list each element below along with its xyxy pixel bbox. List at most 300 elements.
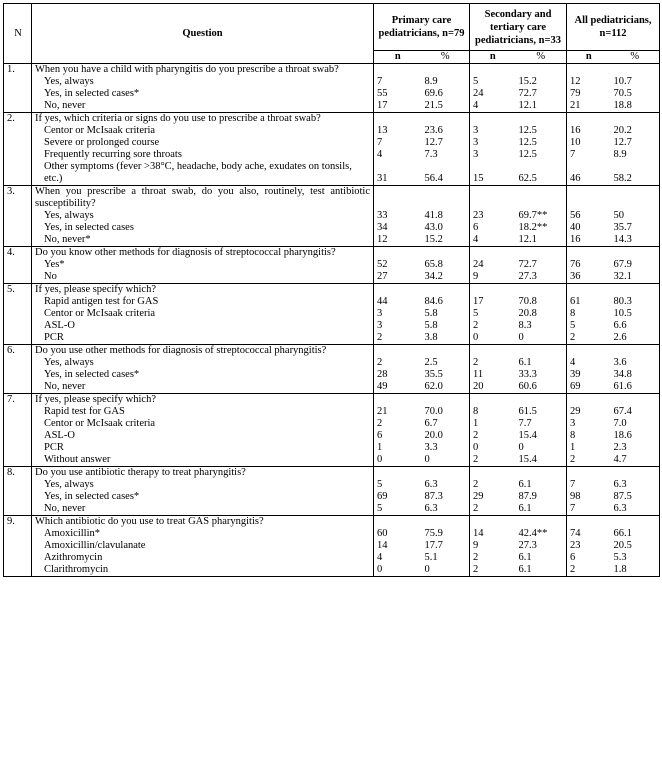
percent-cell: 72.7: [516, 88, 567, 100]
answer-row: [4, 442, 660, 454]
question-spacer-cell: [567, 467, 611, 480]
question-spacer-cell: [567, 394, 611, 407]
count-cell: 23: [570, 540, 581, 551]
question-spacer-cell: [470, 394, 516, 407]
count-cell: 20: [470, 381, 516, 394]
question-spacer-cell: [422, 345, 470, 358]
percent-cell: 2.3: [611, 442, 660, 454]
percent-cell: 87.9: [516, 491, 567, 503]
answer-label: Yes, always: [32, 357, 374, 369]
question-spacer-cell: [567, 113, 611, 126]
answer-label: Rapid test for GAS: [32, 406, 374, 418]
answer-label: Yes, in selected cases*: [32, 491, 374, 503]
count-cell: 5: [473, 76, 479, 87]
percent-cell: 34.8: [611, 369, 660, 381]
count-cell: 1: [570, 442, 576, 453]
answer-row: [4, 76, 660, 88]
answer-label: Yes, in selected cases: [32, 222, 374, 234]
percent-cell: 66.1: [611, 528, 660, 540]
question-spacer-cell: [470, 113, 516, 126]
percent-cell: 6.3: [611, 503, 660, 516]
count-cell: 3: [377, 320, 383, 331]
answer-row: [4, 308, 660, 320]
count-cell: 2: [473, 430, 479, 441]
question-text: If yes, please specify which?: [32, 394, 374, 407]
answer-row: [4, 296, 660, 308]
header-n: N: [4, 4, 32, 64]
question-spacer-cell: [516, 516, 567, 529]
answer-row: [4, 540, 660, 552]
percent-cell: 17.7: [422, 540, 470, 552]
percent-cell: 5.1: [422, 552, 470, 564]
header-question: Question: [32, 4, 374, 64]
count-cell: 0: [374, 564, 422, 577]
question-number: 7.: [4, 394, 32, 467]
count-cell: 2: [470, 564, 516, 577]
answer-label: Azithromycin: [32, 552, 374, 564]
answer-row: [4, 125, 660, 137]
percent-cell: 60.6: [516, 381, 567, 394]
question-spacer-cell: [470, 284, 516, 297]
percent-cell: 6.1: [516, 357, 567, 369]
answer-label: Amoxicillin/clavulanate: [32, 540, 374, 552]
question-spacer-cell: [470, 186, 516, 211]
question-text: Do you use antibiotic therapy to treat pharyngitis?: [32, 467, 374, 480]
question-spacer-cell: [374, 247, 422, 260]
header-n-secondary: n: [470, 51, 516, 64]
answer-row: [4, 100, 660, 113]
count-cell: 49: [374, 381, 422, 394]
answer-row: [4, 357, 660, 369]
count-cell: 7: [570, 149, 576, 160]
question-spacer-cell: [470, 516, 516, 529]
header-pct-all: %: [611, 51, 660, 64]
answer-label: Other symptoms (fever >38°C, headache, body ache, exudates on tonsils, etc.): [32, 161, 374, 186]
count-cell: 7: [570, 479, 576, 490]
count-cell: 3: [377, 308, 383, 319]
count-cell: 17: [473, 296, 484, 307]
question-text: Do you know other methods for diagnosis of streptococcal pharyngitis?: [32, 247, 374, 260]
answer-row: [4, 491, 660, 503]
answer-row: [4, 210, 660, 222]
answer-row: [4, 552, 660, 564]
count-cell: 14: [473, 528, 484, 539]
percent-cell: 12.1: [516, 100, 567, 113]
header-primary-care: Primary care pediatricians, n=79: [374, 4, 470, 51]
count-cell: 98: [570, 491, 581, 502]
count-cell: 61: [570, 296, 581, 307]
question-number: 8.: [4, 467, 32, 516]
count-cell: 13: [377, 125, 388, 136]
answer-row: [4, 320, 660, 332]
count-cell: 11: [473, 369, 484, 380]
question-number: 9.: [4, 516, 32, 577]
count-cell: 21: [377, 406, 388, 417]
question-spacer-cell: [516, 345, 567, 358]
count-cell: 5: [473, 308, 479, 319]
header-pct-secondary: %: [516, 51, 567, 64]
question-spacer-cell: [567, 284, 611, 297]
question-spacer-cell: [470, 345, 516, 358]
count-cell: 0: [470, 332, 516, 345]
percent-cell: 69.6: [422, 88, 470, 100]
question-spacer-cell: [567, 186, 611, 211]
question-spacer-cell: [567, 345, 611, 358]
percent-cell: 21.5: [422, 100, 470, 113]
percent-cell: 0: [516, 442, 567, 454]
question-spacer-cell: [374, 345, 422, 358]
percent-cell: 43.0: [422, 222, 470, 234]
count-cell: 10: [570, 137, 581, 148]
answer-label: No: [32, 271, 374, 284]
survey-results-table: [3, 3, 660, 577]
question-spacer-cell: [422, 284, 470, 297]
question-spacer-cell: [374, 467, 422, 480]
answer-row: [4, 222, 660, 234]
count-cell: 29: [473, 491, 484, 502]
percent-cell: 70.5: [611, 88, 660, 100]
answer-label: Yes, in selected cases*: [32, 88, 374, 100]
answer-label: Clarithromycin: [32, 564, 374, 577]
count-cell: 4: [570, 357, 576, 368]
percent-cell: 0: [422, 454, 470, 467]
count-cell: 6: [570, 552, 576, 563]
question-number: 4.: [4, 247, 32, 284]
question-number: 5.: [4, 284, 32, 345]
answer-row: [4, 259, 660, 271]
percent-cell: 67.4: [611, 406, 660, 418]
percent-cell: 18.8: [611, 100, 660, 113]
count-cell: 2: [473, 552, 479, 563]
header-pct-primary: %: [422, 51, 470, 64]
count-cell: 12: [570, 76, 581, 87]
count-cell: 4: [470, 234, 516, 247]
answer-row: [4, 528, 660, 540]
answer-label: Amoxicillin*: [32, 528, 374, 540]
question-spacer-cell: [611, 516, 660, 529]
count-cell: 4: [377, 552, 383, 563]
question-row: [4, 516, 660, 529]
percent-cell: 20.0: [422, 430, 470, 442]
answer-row: [4, 406, 660, 418]
answer-label: Severe or prolonged course: [32, 137, 374, 149]
percent-cell: 14.3: [611, 234, 660, 247]
question-spacer-cell: [422, 467, 470, 480]
percent-cell: 35.7: [611, 222, 660, 234]
count-cell: 2: [470, 454, 516, 467]
percent-cell: 34.2: [422, 271, 470, 284]
count-cell: 3: [473, 137, 479, 148]
percent-cell: 27.3: [516, 540, 567, 552]
question-row: [4, 284, 660, 297]
question-spacer-cell: [374, 113, 422, 126]
answer-label: Yes, in selected cases*: [32, 369, 374, 381]
percent-cell: 6.3: [611, 479, 660, 491]
percent-cell: 0: [516, 332, 567, 345]
count-cell: 69: [377, 491, 388, 502]
count-cell: 9: [470, 271, 516, 284]
question-spacer-cell: [374, 64, 422, 77]
count-cell: 46: [567, 161, 611, 186]
count-cell: 0: [374, 454, 422, 467]
percent-cell: 70.0: [422, 406, 470, 418]
count-cell: 3: [473, 149, 479, 160]
percent-cell: 6.1: [516, 564, 567, 577]
count-cell: 27: [374, 271, 422, 284]
percent-cell: 7.3: [422, 149, 470, 161]
percent-cell: 15.4: [516, 454, 567, 467]
percent-cell: 87.3: [422, 491, 470, 503]
count-cell: 8: [473, 406, 479, 417]
question-spacer-cell: [567, 516, 611, 529]
question-number: 3.: [4, 186, 32, 247]
percent-cell: 12.7: [422, 137, 470, 149]
answer-row: [4, 88, 660, 100]
count-cell: 21: [567, 100, 611, 113]
question-text: Which antibiotic do you use to treat GAS pharyngitis?: [32, 516, 374, 529]
question-spacer-cell: [422, 64, 470, 77]
percent-cell: 15.2: [516, 76, 567, 88]
count-cell: 12: [374, 234, 422, 247]
question-row: [4, 64, 660, 77]
percent-cell: 5.3: [611, 552, 660, 564]
header-secondary-tertiary-care: Secondary and tertiary care pediatricians, n=33: [470, 4, 567, 51]
question-spacer-cell: [516, 284, 567, 297]
count-cell: 0: [473, 442, 479, 453]
count-cell: 39: [570, 369, 581, 380]
question-row: [4, 113, 660, 126]
question-number: 6.: [4, 345, 32, 394]
count-cell: 5: [570, 320, 576, 331]
count-cell: 36: [567, 271, 611, 284]
percent-cell: 35.5: [422, 369, 470, 381]
count-cell: 9: [473, 540, 479, 551]
count-cell: 16: [567, 234, 611, 247]
question-row: [4, 186, 660, 211]
percent-cell: 61.6: [611, 381, 660, 394]
count-cell: 60: [377, 528, 388, 539]
answer-row: [4, 234, 660, 247]
question-spacer-cell: [611, 113, 660, 126]
percent-cell: 8.9: [422, 76, 470, 88]
percent-cell: 27.3: [516, 271, 567, 284]
percent-cell: 8.9: [611, 149, 660, 161]
percent-cell: 6.7: [422, 418, 470, 430]
percent-cell: 2.5: [422, 357, 470, 369]
count-cell: 29: [570, 406, 581, 417]
count-cell: 3: [570, 418, 576, 429]
question-number: 1.: [4, 64, 32, 113]
percent-cell: 6.3: [422, 479, 470, 491]
answer-label: Centor or McIsaak criteria: [32, 308, 374, 320]
count-cell: 34: [377, 222, 388, 233]
count-cell: 17: [374, 100, 422, 113]
percent-cell: 50: [611, 210, 660, 222]
count-cell: 69: [567, 381, 611, 394]
answer-row: [4, 503, 660, 516]
question-spacer-cell: [374, 284, 422, 297]
count-cell: 2: [470, 503, 516, 516]
question-spacer-cell: [374, 394, 422, 407]
percent-cell: 65.8: [422, 259, 470, 271]
answer-label: PCR: [32, 442, 374, 454]
percent-cell: 12.1: [516, 234, 567, 247]
question-row: [4, 345, 660, 358]
percent-cell: 6.1: [516, 552, 567, 564]
question-text: If yes, please specify which?: [32, 284, 374, 297]
percent-cell: 33.3: [516, 369, 567, 381]
percent-cell: 18.2**: [516, 222, 567, 234]
percent-cell: 70.8: [516, 296, 567, 308]
answer-row: [4, 564, 660, 577]
count-cell: 2: [473, 320, 479, 331]
percent-cell: 2.6: [611, 332, 660, 345]
count-cell: 23: [473, 210, 484, 221]
question-spacer-cell: [611, 345, 660, 358]
question-spacer-cell: [516, 394, 567, 407]
percent-cell: 12.7: [611, 137, 660, 149]
question-spacer-cell: [516, 247, 567, 260]
question-spacer-cell: [374, 516, 422, 529]
survey-table-container: [3, 3, 659, 767]
percent-cell: 10.5: [611, 308, 660, 320]
count-cell: 1: [377, 442, 383, 453]
question-text: When you have a child with pharyngitis do you prescribe a throat swab?: [32, 64, 374, 77]
question-text: If yes, which criteria or signs do you use to prescribe a throat swab?: [32, 113, 374, 126]
answer-label: No, never: [32, 381, 374, 394]
percent-cell: 20.2: [611, 125, 660, 137]
answer-label: Centor or McIsaak criteria: [32, 125, 374, 137]
percent-cell: 6.3: [422, 503, 470, 516]
count-cell: 6: [377, 430, 383, 441]
answer-row: [4, 149, 660, 161]
question-spacer-cell: [422, 186, 470, 211]
answer-row: [4, 369, 660, 381]
question-spacer-cell: [611, 467, 660, 480]
percent-cell: 56.4: [422, 161, 470, 186]
percent-cell: 84.6: [422, 296, 470, 308]
question-spacer-cell: [611, 247, 660, 260]
count-cell: 2: [377, 418, 383, 429]
percent-cell: 87.5: [611, 491, 660, 503]
percent-cell: 58.2: [611, 161, 660, 186]
count-cell: 5: [374, 503, 422, 516]
question-spacer-cell: [422, 113, 470, 126]
count-cell: 1: [473, 418, 479, 429]
question-spacer-cell: [611, 186, 660, 211]
count-cell: 6: [473, 222, 479, 233]
percent-cell: 1.8: [611, 564, 660, 577]
answer-label: Yes*: [32, 259, 374, 271]
count-cell: 33: [377, 210, 388, 221]
question-spacer-cell: [516, 467, 567, 480]
count-cell: 2: [473, 357, 479, 368]
count-cell: 56: [570, 210, 581, 221]
answer-row: [4, 381, 660, 394]
count-cell: 4: [470, 100, 516, 113]
count-cell: 2: [377, 357, 383, 368]
question-spacer-cell: [611, 284, 660, 297]
answer-row: [4, 271, 660, 284]
count-cell: 44: [377, 296, 388, 307]
count-cell: 2: [567, 454, 611, 467]
answer-row: [4, 332, 660, 345]
question-spacer-cell: [516, 113, 567, 126]
question-spacer-cell: [611, 394, 660, 407]
count-cell: 3: [473, 125, 479, 136]
percent-cell: 0: [422, 564, 470, 577]
percent-cell: 61.5: [516, 406, 567, 418]
count-cell: 7: [377, 76, 383, 87]
answer-label: No, never: [32, 503, 374, 516]
percent-cell: 8.3: [516, 320, 567, 332]
question-number: 2.: [4, 113, 32, 186]
percent-cell: 12.5: [516, 149, 567, 161]
answer-label: PCR: [32, 332, 374, 345]
count-cell: 7: [377, 137, 383, 148]
percent-cell: 6.1: [516, 503, 567, 516]
percent-cell: 75.9: [422, 528, 470, 540]
percent-cell: 23.6: [422, 125, 470, 137]
question-spacer-cell: [567, 64, 611, 77]
percent-cell: 4.7: [611, 454, 660, 467]
count-cell: 4: [377, 149, 383, 160]
count-cell: 79: [570, 88, 581, 99]
question-spacer-cell: [422, 394, 470, 407]
question-spacer-cell: [567, 247, 611, 260]
percent-cell: 5.8: [422, 308, 470, 320]
count-cell: 24: [473, 259, 484, 270]
answer-row: [4, 137, 660, 149]
percent-cell: 6.1: [516, 479, 567, 491]
percent-cell: 3.3: [422, 442, 470, 454]
percent-cell: 7.7: [516, 418, 567, 430]
question-spacer-cell: [470, 467, 516, 480]
count-cell: 8: [570, 308, 576, 319]
count-cell: 24: [473, 88, 484, 99]
answer-row: [4, 454, 660, 467]
answer-label: Without answer: [32, 454, 374, 467]
percent-cell: 67.9: [611, 259, 660, 271]
count-cell: 31: [374, 161, 422, 186]
count-cell: 28: [377, 369, 388, 380]
answer-label: Rapid antigen test for GAS: [32, 296, 374, 308]
question-row: [4, 394, 660, 407]
answer-label: Yes, always: [32, 479, 374, 491]
question-row: [4, 247, 660, 260]
percent-cell: 15.2: [422, 234, 470, 247]
question-spacer-cell: [422, 516, 470, 529]
count-cell: 8: [570, 430, 576, 441]
header-all-pediatricians: All pediatricians, n=112: [567, 4, 660, 51]
answer-label: ASL-O: [32, 430, 374, 442]
percent-cell: 3.6: [611, 357, 660, 369]
count-cell: 52: [377, 259, 388, 270]
percent-cell: 20.8: [516, 308, 567, 320]
percent-cell: 15.4: [516, 430, 567, 442]
percent-cell: 42.4**: [516, 528, 567, 540]
count-cell: 2: [567, 564, 611, 577]
percent-cell: 12.5: [516, 125, 567, 137]
count-cell: 14: [377, 540, 388, 551]
question-spacer-cell: [422, 247, 470, 260]
answer-row: [4, 161, 660, 186]
question-spacer-cell: [611, 64, 660, 77]
percent-cell: 6.6: [611, 320, 660, 332]
percent-cell: 7.0: [611, 418, 660, 430]
question-spacer-cell: [374, 186, 422, 211]
percent-cell: 69.7**: [516, 210, 567, 222]
